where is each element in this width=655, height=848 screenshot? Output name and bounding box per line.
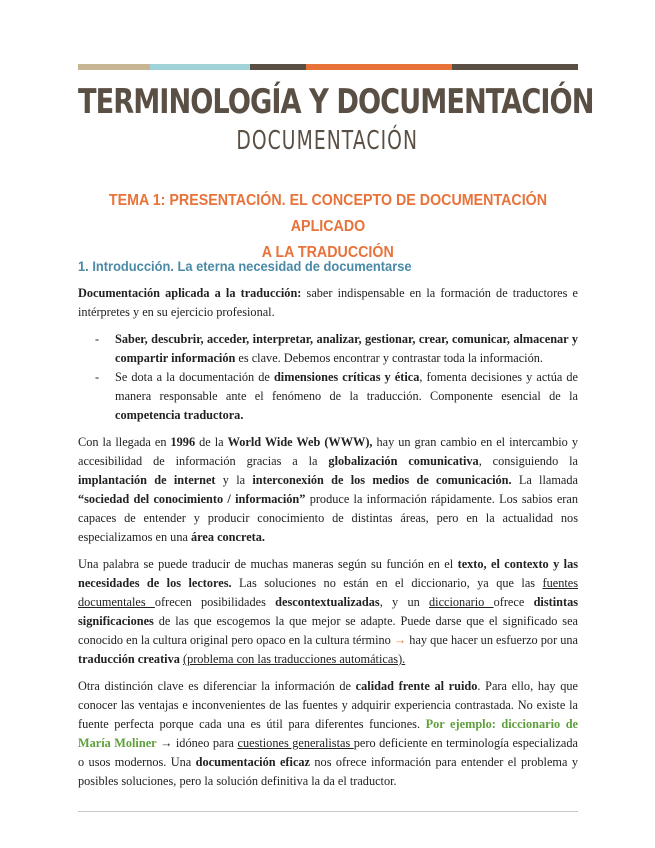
list-item: - Se dota a la documentación de dimensiones críticas y ética, fomenta decisiones y actúa de manera responsable ante el fenómeno de la traducción. Componente esencial de la competencia traductora. — [95, 370, 578, 422]
topic-heading — [78, 188, 578, 266]
paragraph-intro: Documentación aplicada a la traducción: saber indispensable en la formación de traductores e intérpretes y en su ejercicio profesional. — [78, 286, 578, 319]
topic-heading-line1: TEMA 1: PRESENTACIÓN. EL CONCEPTO DE DOCUMENTACIÓN APLICADO — [108, 192, 548, 235]
arrow-icon: → — [156, 736, 176, 750]
paragraph-www: Con la llegada en 1996 de la World Wide Web (WWW), hay un gran cambio en el intercambio y accesibilidad de información gracias a la globalización comunicativa, consiguiendo la implantación de internet y la interconexión de los medios de comunicación. La llamada “sociedad del conocimiento / información” produce la información rápidamente. Los sabios eran capaces de entender y producir conocimiento de distintas áreas, pero en la actualidad nos especializamos en una área concreta. — [78, 435, 579, 544]
document-body — [78, 284, 578, 799]
list-item: - Saber, descubrir, acceder, interpretar, analizar, gestionar, crear, comunicar, almacenar y compartir información es clave. Debemos encontrar y contrastar toda la información. — [95, 332, 578, 365]
color-bar-segment — [452, 64, 578, 70]
footer-divider — [78, 811, 578, 812]
document-title: TERMINOLOGÍA Y DOCUMENTACIÓN — [78, 82, 594, 122]
paragraph-quality: Otra distinción clave es diferenciar la información de calidad frente al ruido. Para ello, hay que conocer las ventajas e inconvenientes de las fuentes y adquirir experiencia contrastada. No existe la fuente perfecta porque cada una es útil para diferentes funciones. Por ejemplo: diccionario de María Moliner → idóneo para cuestiones generalistas pero deficiente en terminología especializada o usos modernos. Una documentación eficaz nos ofrece información para entender el problema y posibles soluciones, pero la solución definitiva la da el traductor. — [78, 679, 578, 788]
bullet-list — [78, 330, 578, 425]
arrow-icon: → — [393, 633, 407, 647]
paragraph-translation: Una palabra se puede traducir de muchas maneras según su función en el texto, el contexto y las necesidades de los lectores. Las soluciones no están en el diccionario, ya que las fuentes documentales ofrecen posibilidades descontextualizadas, y un diccionario ofrece distintas significaciones de las que escogemos la que mejor se adapte. Puede darse que el significado sea conocido en la cultura original pero opaco en la cultura término → hay que hacer un esfuerzo por una traducción creativa (problema con las traducciones automáticas). — [78, 557, 579, 666]
color-bar-segment — [150, 64, 250, 70]
topic-heading-line2: A LA TRADUCCIÓN — [261, 244, 395, 261]
decorative-color-bar — [78, 64, 578, 70]
color-bar-segment — [306, 64, 452, 70]
color-bar-segment — [250, 64, 306, 70]
color-bar-segment — [78, 64, 150, 70]
section-heading: 1. Introducción. La eterna necesidad de documentarse — [78, 258, 412, 274]
document-subtitle: DOCUMENTACIÓN — [236, 126, 419, 156]
